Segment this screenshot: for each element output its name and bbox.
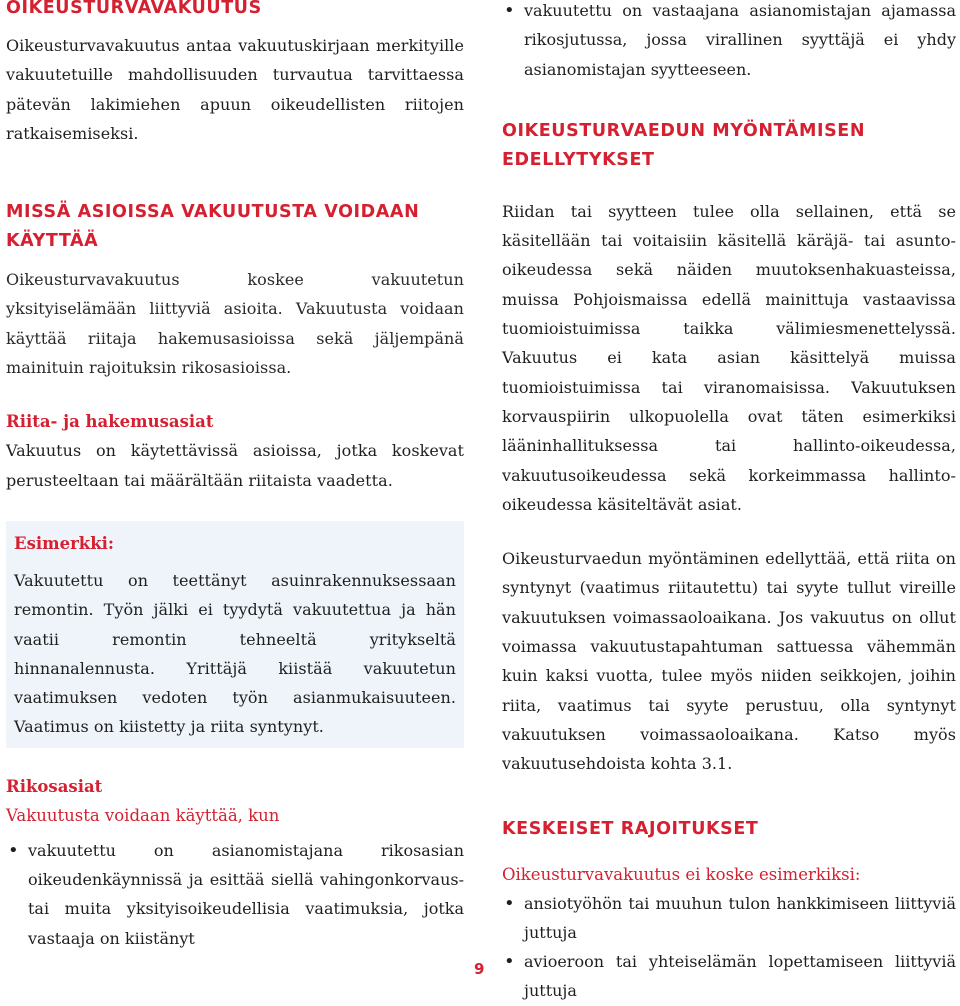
list-item: • vakuutettu on vastaajana asianomistajan ajamassa rikosjutussa, jossa virallinen syyttäjä ei yhdy asianomistajan syytteeseen. [502, 0, 956, 84]
left-column [6, 0, 464, 953]
list-item: • avioeroon tai yhteiselämän lopettamiseen liittyviä juttuja [502, 947, 956, 1006]
intro-paragraph: Oikeusturvavakuutus antaa vakuutuskirjaan merkityille vakuutetuille mahdollisuuden turvautua tarvittaessa pätevän lakimiehen apuun oikeudellisten riitojen ratkaisemiseksi. [6, 36, 464, 143]
example-heading: Esimerkki: [14, 533, 115, 553]
riita-paragraph: Vakuutus on käytettävissä asioissa, jotka koskevat perusteeltaan tai määrältään riitaista vaadetta. [6, 441, 464, 490]
example-text: Vakuutettu on teettänyt asuinrakennuksessaan remontin. Työn jälki ei tyydytä vakuutettua ja hän vaatii remontin tehneeltä yritykseltä hinnanalennusta. Yrittäjä kiistää vakuutetun vaatimuksen vedoten työn asianmukaisuuteen. Vaatimus on kiistetty ja riita syntynyt. [14, 570, 456, 737]
section-title-missa-asioissa: MISSÄ ASIOISSA VAKUUTUSTA VOIDAAN KÄYTTÄÄ [6, 202, 420, 252]
section-title-oikeusturvavakuutus: OIKEUSTURVAVAKUUTUS [6, 0, 262, 18]
example-box [6, 521, 464, 748]
rajoitukset-lead: Oikeusturvavakuutus ei koske esimerkiksi: [502, 864, 861, 884]
subheading-riita-ja-hakemusasiat: Riita- ja hakemusasiat [6, 412, 214, 432]
edellytykset-paragraph-2: Oikeusturvaedun myöntäminen edellyttää, että riita on syntynyt (vaatimus riitautettu) tai syyte tullut vireille vakuutuksen voimassaoloaikana. Jos vakuutus on ollut voimassa vakuutustapahtuman sattuessa vähemmän kuin kaksi vuotta, tulee myös niiden seikkojen, joihin riita, vaatimus tai syyte perustuu, olla syntynyt vakuutuksen voimassaoloaikana. Katso myös vakuutusehdoista kohta 3.1. [502, 549, 956, 774]
section-title-keskeiset-rajoitukset: KESKEISET RAJOITUKSET [502, 818, 759, 839]
usage-paragraph: Oikeusturvavakuutus koskee vakuutetun yksityiselämään liittyviä asioita. Vakuutusta voidaan käyttää riitaja hakemusasioissa sekä jäljempänä mainituin rajoituksin rikosasioissa. [6, 270, 464, 378]
rikos-lead: Vakuutusta voidaan käyttää, kun [6, 805, 280, 825]
right-column [502, 0, 956, 1006]
edellytykset-paragraph-1: Riidan tai syytteen tulee olla sellainen, että se käsitellään tai voitaisiin käsitellä käräjä- tai asunto-oikeudessa sekä näiden muutoksenhakuasteissa, muissa Pohjoismaissa edellä mainittuja vastaavissa tuomioistuimissa taikka välimiesmenettelyssä. Vakuutus ei kata asian käsittelyä muissa tuomioistuimissa tai viranomaisissa. Vakuutuksen korvauspiirin ulkopuolella ovat täten esimerkiksi lääninhallituksessa tai hallinto-oikeudessa, vakuutusoikeudessa sekä korkeimmassa hallinto-oikeudessa käsiteltävät asiat. [502, 201, 956, 514]
page-number: 9 [474, 960, 485, 978]
list-item: • ansiotyöhön tai muuhun tulon hankkimiseen liittyviä juttuja [502, 889, 956, 948]
list-item: • vakuutettu on asianomistajana rikosasian oikeudenkäynnissä ja esittää siellä vahingonkorvaus- tai muita yksityisoikeudellisia vaatimuksia, jotka vastaaja on kiistänyt [6, 836, 464, 953]
subheading-rikosasiat: Rikosasiat [6, 776, 103, 796]
rikos-bullet-list-continued [502, 0, 956, 84]
section-title-edellytykset: OIKEUSTURVAEDUN MYÖNTÄMISEN EDELLYTYKSET [502, 120, 866, 170]
rajoitukset-bullet-list [502, 889, 956, 1006]
rikos-bullet-list [6, 836, 464, 953]
